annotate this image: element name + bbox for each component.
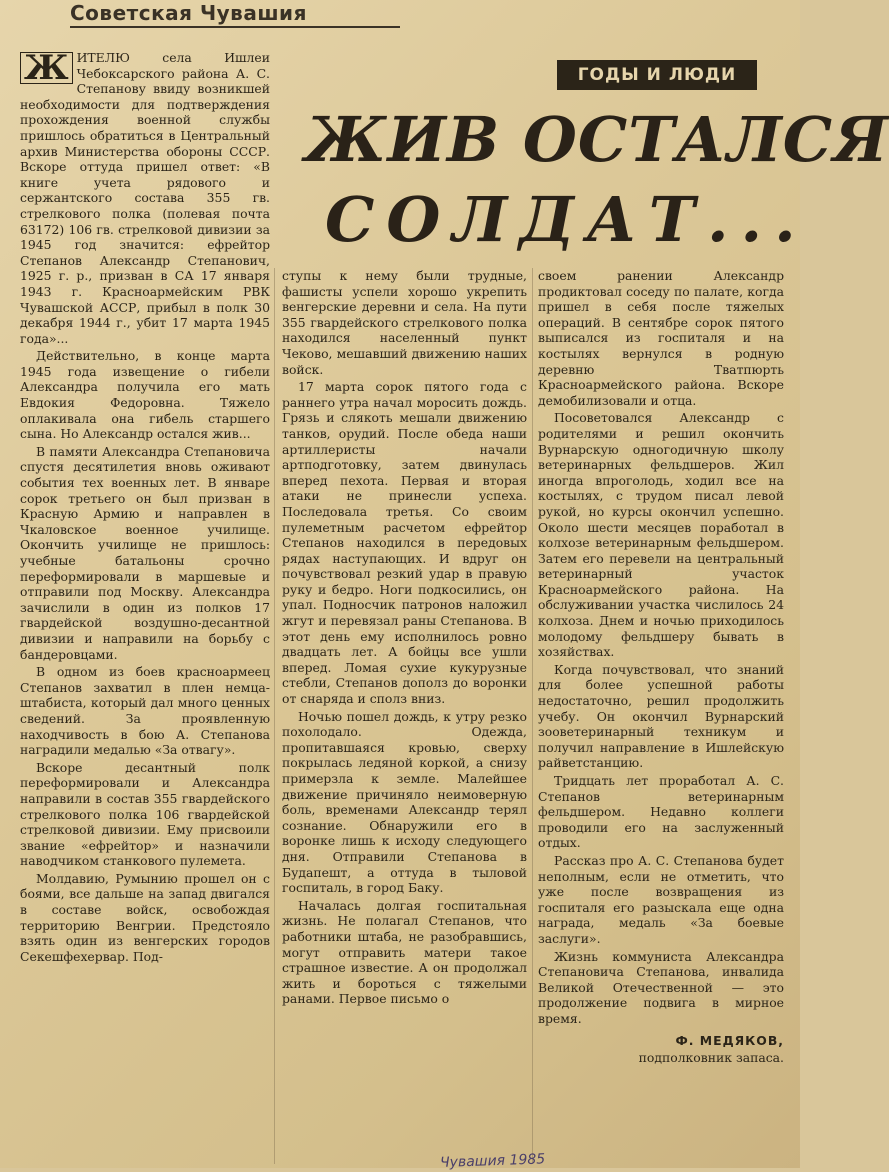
paragraph: Началась долгая госпитальная жизнь. Не полагал Степанов, что работники штаба, не разобравшись, могут отправить матери такое страшное известие. А он продолжал жить и бороться с тяжелыми ранами. Первое письмо о <box>282 897 527 1007</box>
author-role: подполковник запаса. <box>638 1050 784 1066</box>
column-rule-1 <box>274 268 275 1164</box>
paragraph: Тридцать лет проработал А. С. Степанов ветеринарным фельдшером. Недавно коллеги проводили его на заслуженный отдых. <box>538 773 784 851</box>
paragraph: В памяти Александра Степановича спустя десятилетия вновь оживают события тех военных лет. В январе сорок третьего он был призван в Красную Армию и направлен в Чкаловское военное училище. Окончить училище не пришлось: учебные батальоны срочно переформировали в маршевые и отправили под Москву. Александра зачислили в один из полков 17 гвардейской воздушно-десантной дивизии и направили на борьбу с бандеровцами. <box>20 443 270 662</box>
rubric-label: ГОДЫ И ЛЮДИ <box>557 60 757 90</box>
paragraph: Вскоре десантный полк переформировали и Александра направили в состав 355 гвардейского стрелкового полка 106 гвардейской стрелковой дивизии. Ему присвоили звание «ефрейтор» и назначили наводчиком станкового пулемета. <box>20 759 270 869</box>
paragraph: Жизнь коммуниста Александра Степановича Степанова, инвалида Великой Отечественной — это продолжение подвига в мирное время. <box>538 948 784 1026</box>
drop-cap: Ж <box>20 52 73 84</box>
paragraph: своем ранении Александр продиктовал соседу по палате, когда пришел в себя после тяжелых операций. В сентябре сорок пятого выписался из госпиталя и на костылях вернулся в родную деревню Тватпюрть Красноармейского района. Вскоре демобилизовали и отца. <box>538 268 784 408</box>
paragraph: Рассказ про А. С. Степанова будет неполным, если не отметить, что уже после возвращения из госпиталя его разыскала еще одна награда, медаль «За боевые заслуги». <box>538 852 784 946</box>
paragraph: 17 марта сорок пятого года с раннего утра начал моросить дождь. Грязь и слякоть мешали движению танков, орудий. После обеда наши артиллеристы начали артподготовку, затем двинулась вперед пехота. Первая и вторая атаки не принесли успеха. Последовала третья. Со своим пулеметным расчетом ефрейтор Степанов находился в передовых рядах наступающих. И вдруг он почувствовал резкий удар в правую руку и бедро. Ноги подкосились, он упал. Подносчик патронов наложил жгут и перевязал раны Степанова. В этот день ему исполнилось ровно двадцать лет. А бойцы все ушли вперед. Ломая сухие кукурузные стебли, Степанов дополз до воронки от снаряда и сполз вниз. <box>282 379 527 707</box>
headline-line-1: ЖИВ ОСТАЛСЯ <box>305 103 889 176</box>
author-signature: Ф. МЕДЯКОВ, <box>675 1032 784 1048</box>
newspaper-masthead: Советская Чувашия <box>70 0 400 28</box>
paragraph: Когда почувствовал, что знаний для более успешной работы недостаточно, решил продолжить учебу. Он окончил Вурнарский зооветеринарный техникум и получил направление в Ишлейскую райветстанцию. <box>538 661 784 771</box>
article-column-2 <box>282 268 527 1164</box>
handwritten-note: Чувашия 1985 <box>439 1151 546 1172</box>
paragraph: Посоветовался Александр с родителями и решил окончить Вурнарскую одногодичную школу ветеринарных фельдшеров. Жил иногда впроголодь, ходил все на костылях, с трудом писал левой рукой, но курсы окончил успешно. Около шести месяцев поработал в колхозе ветеринарным фельдшером. Затем его перевели на центральный ветеринарный участок Красноармейского района. На обслуживании участка числилось 24 колхоза. Днем и ночью приходилось молодому фельдшеру бывать в хозяйствах. <box>538 410 784 660</box>
paragraph: Ж ИТЕЛЮ села Ишлеи Чебоксарского района А. С. Степанову ввиду возникшей необходимости для подтверждения прохождения военной службы пришлось обратиться в Центральный архив Министерства обороны СССР. Вскоре оттуда пришел ответ: «В книге учета рядового и сержантского состава 355 гв. стрелкового полка (полевая почта 63172) 106 гв. стрелковой дивизии за 1945 год значится: ефрейтор Степанов Александр Степанович, 1925 г. р., призван в СА 17 января 1943 г. Красноармейским РВК Чувашской АССР, прибыл в полк 30 декабря 1944 г., убит 17 марта 1945 года»... <box>20 48 270 346</box>
paragraph: Молдавию, Румынию прошел он с боями, все дальше на запад двигался в составе войск, освобождая территорию Венгрии. Предстояло взять один из венгерских городов Секешфехервар. Под- <box>20 870 270 964</box>
headline-line-2: СОЛДАТ... <box>325 183 808 256</box>
paragraph: В одном из боев красноармеец Степанов захватил в плен немца-штабиста, который дал много ценных сведений. За проявленную находчивость в бою А. Степанова наградили медалью «За отвагу». <box>20 664 270 758</box>
article-column-3 <box>538 268 784 1164</box>
article-column-1 <box>20 50 270 1162</box>
paragraph: Ночью пошел дождь, к утру резко похолодало. Одежда, пропитавшаяся кровью, сверху покрылась ледяной коркой, а снизу примерзла к земле. Малейшее движение причиняло неимоверную боль, временами Александр терял сознание. Обнаружили его в воронке лишь к исходу следующего дня. Отправили Степанова в Будапешт, а оттуда в тыловой госпиталь, в город Баку. <box>282 708 527 896</box>
column-rule-2 <box>532 268 533 1164</box>
paragraph: ступы к нему были трудные, фашисты успели хорошо укрепить венгерские деревни и села. На пути 355 гвардейского стрелкового полка находился населенный пункт Чеково, мешавший движению наших войск. <box>282 268 527 377</box>
paragraph: Действительно, в конце марта 1945 года извещение о гибели Александра получила его мать Евдокия Федоровна. Тяжело оплакивала она гибель старшего сына. Но Александр остался жив... <box>20 348 270 442</box>
